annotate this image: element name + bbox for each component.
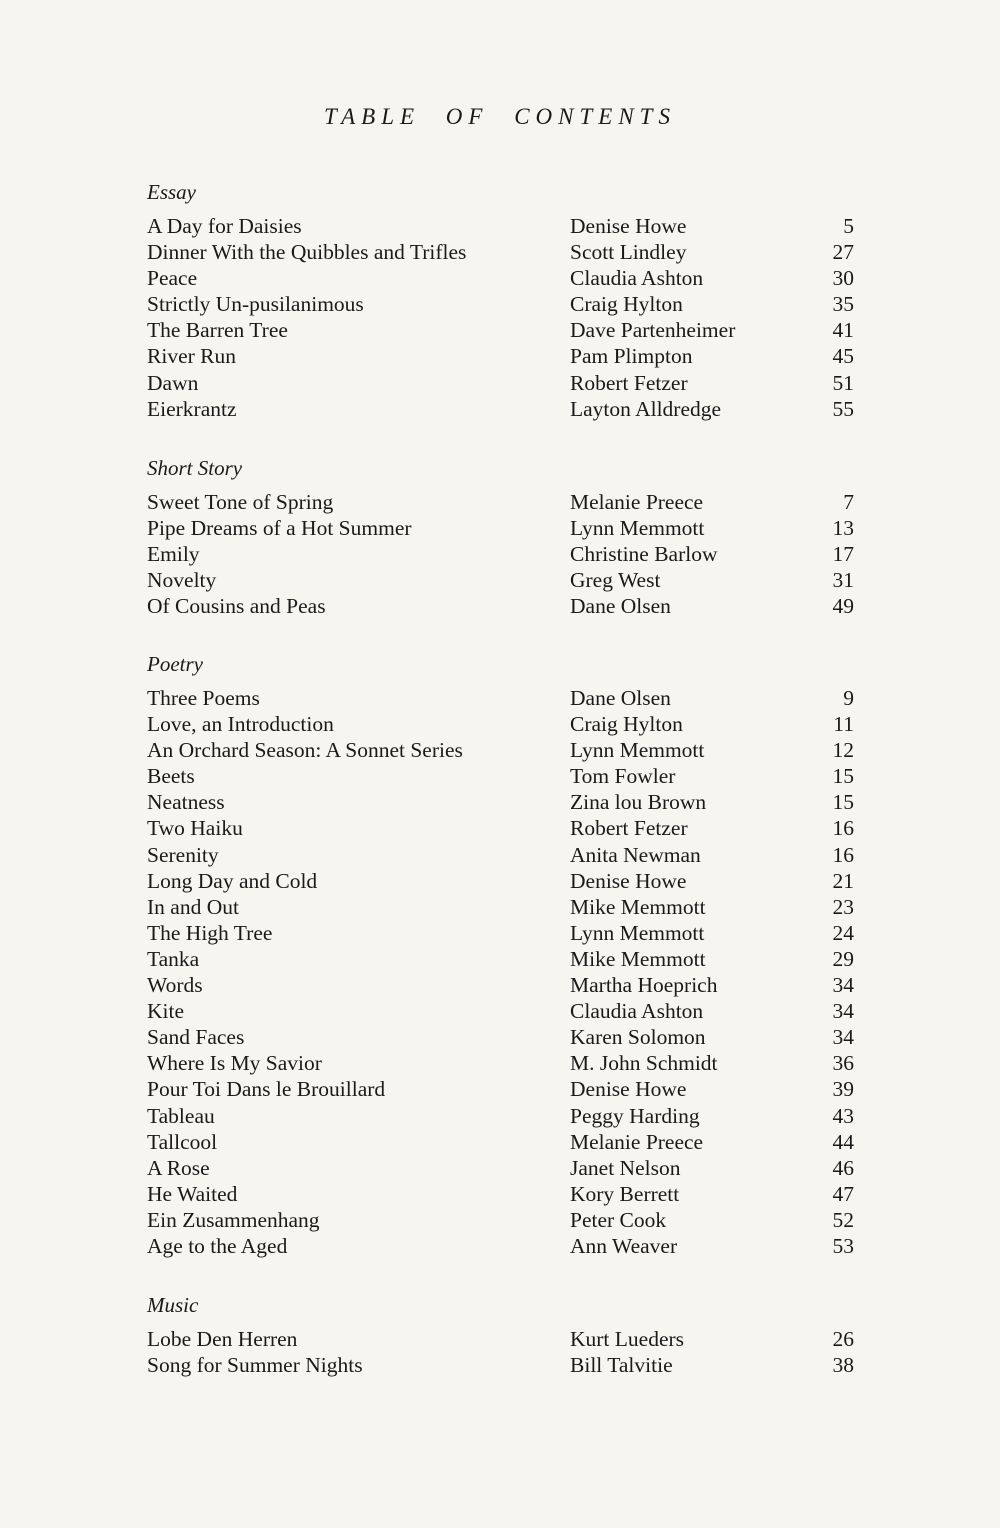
entry-title: An Orchard Season: A Sonnet Series (147, 738, 463, 763)
entry-author: Robert Fetzer (570, 370, 688, 395)
entry-page-number: 45 (832, 344, 854, 369)
toc-entry (147, 868, 867, 894)
entry-author: Tom Fowler (570, 764, 676, 789)
entry-page-number: 35 (832, 292, 854, 317)
toc-entry (147, 815, 867, 841)
toc-entry (147, 567, 867, 593)
entry-title: Ein Zusammenhang (147, 1207, 320, 1232)
entry-author: Robert Fetzer (570, 816, 688, 841)
entry-title: Tallcool (147, 1129, 218, 1154)
entry-author: Zina lou Brown (570, 790, 707, 815)
toc-entry (147, 370, 867, 396)
entry-author: Claudia Ashton (570, 266, 704, 291)
entry-page-number: 12 (832, 738, 854, 763)
toc-entry (147, 789, 867, 815)
toc-entry (147, 763, 867, 789)
entry-title: Beets (147, 764, 195, 789)
toc-entry (147, 1103, 867, 1129)
entry-page-number: 29 (832, 946, 854, 971)
entry-page-number: 16 (832, 816, 854, 841)
entry-author: Janet Nelson (570, 1155, 681, 1180)
toc-entry (147, 972, 867, 998)
entry-author: Scott Lindley (570, 240, 687, 265)
entry-page-number: 26 (832, 1327, 854, 1351)
entry-author: Melanie Preece (570, 490, 704, 514)
toc-entry (147, 1181, 867, 1207)
entry-title: Serenity (147, 842, 219, 867)
entry-page-number: 17 (832, 542, 854, 567)
toc-entry (147, 1326, 867, 1352)
entry-title: Dinner With the Quibbles and Trifles (147, 240, 467, 265)
section-heading: Essay (147, 180, 196, 204)
entry-author: Ann Weaver (570, 1233, 678, 1258)
entry-title: The Barren Tree (147, 318, 288, 343)
toc-entry (147, 1050, 867, 1076)
entry-page-number: 39 (832, 1077, 854, 1102)
toc-entry (147, 998, 867, 1024)
toc-entry (147, 489, 867, 515)
entry-title: River Run (147, 344, 236, 369)
entry-title: Eierkrantz (147, 396, 237, 421)
entry-author: Craig Hylton (570, 712, 683, 737)
entry-author: Denise Howe (570, 868, 687, 893)
toc-entry (147, 842, 867, 868)
entry-list (147, 685, 867, 1259)
toc-entry (147, 894, 867, 920)
entry-page-number: 47 (832, 1181, 854, 1206)
entry-title: Three Poems (147, 686, 260, 710)
toc-entry (147, 1129, 867, 1155)
toc-entry (147, 711, 867, 737)
entry-page-number: 44 (832, 1129, 854, 1154)
page-title: TABLE OF CONTENTS (324, 104, 676, 129)
entry-title: Love, an Introduction (147, 712, 334, 737)
entry-title: Peace (147, 266, 198, 291)
toc-entry (147, 396, 867, 422)
entry-page-number: 15 (832, 764, 854, 789)
entry-page-number: 51 (832, 370, 854, 395)
entry-title: Pipe Dreams of a Hot Summer (147, 516, 412, 541)
entry-title: Lobe Den Herren (147, 1327, 298, 1351)
toc-entry (147, 515, 867, 541)
entry-page-number: 43 (832, 1103, 854, 1128)
entry-author: Pam Plimpton (570, 344, 693, 369)
entry-author: Dave Partenheimer (570, 318, 736, 343)
entry-author: M. John Schmidt (570, 1051, 718, 1076)
toc-entry (147, 291, 867, 317)
entry-author: Craig Hylton (570, 292, 683, 317)
entry-title: Pour Toi Dans le Brouillard (147, 1077, 386, 1102)
section-heading: Music (147, 1293, 199, 1317)
toc-entry (147, 239, 867, 265)
entry-author: Mike Memmott (570, 946, 706, 971)
entry-title: A Day for Daisies (147, 214, 302, 238)
entry-title: Age to the Aged (147, 1233, 288, 1258)
entry-title: Tanka (147, 946, 200, 971)
entry-title: Sand Faces (147, 1025, 245, 1050)
entry-list (147, 489, 867, 619)
entry-title: Sweet Tone of Spring (147, 490, 334, 514)
entry-page-number: 30 (832, 266, 854, 291)
entry-page-number: 34 (832, 999, 854, 1024)
toc-entry (147, 213, 867, 239)
section-short-story (147, 454, 867, 619)
toc-entry (147, 265, 867, 291)
toc-entry (147, 1155, 867, 1181)
entry-author: Greg West (570, 568, 661, 593)
entry-title: Long Day and Cold (147, 868, 318, 893)
toc-entry (147, 1207, 867, 1233)
entry-title: Strictly Un-pusilanimous (147, 292, 364, 317)
entry-author: Lynn Memmott (570, 920, 705, 945)
entry-page-number: 52 (832, 1207, 854, 1232)
entry-author: Mike Memmott (570, 894, 706, 919)
toc-entry (147, 541, 867, 567)
entry-page-number: 36 (832, 1051, 854, 1076)
entry-title: He Waited (147, 1181, 238, 1206)
entry-page-number: 16 (832, 842, 854, 867)
toc-entry (147, 1233, 867, 1259)
entry-page-number: 9 (843, 686, 854, 710)
entry-author: Bill Talvitie (570, 1353, 673, 1378)
entry-title: Neatness (147, 790, 225, 815)
toc-entry (147, 737, 867, 763)
entry-page-number: 31 (832, 568, 854, 593)
entry-page-number: 11 (833, 712, 854, 737)
entry-page-number: 38 (832, 1353, 854, 1378)
entry-page-number: 49 (832, 594, 854, 619)
toc-entry (147, 920, 867, 946)
entry-title: Song for Summer Nights (147, 1353, 363, 1378)
entry-author: Anita Newman (570, 842, 701, 867)
entry-page-number: 23 (832, 894, 854, 919)
entry-author: Martha Hoeprich (570, 973, 718, 998)
entry-page-number: 27 (832, 240, 854, 265)
entry-title: Of Cousins and Peas (147, 594, 326, 619)
entry-title: The High Tree (147, 920, 273, 945)
entry-page-number: 34 (832, 1025, 854, 1050)
entry-page-number: 7 (843, 490, 854, 514)
entry-list (147, 1326, 867, 1378)
entry-author: Dane Olsen (570, 594, 671, 619)
entry-title: Two Haiku (147, 816, 243, 841)
entry-author: Dane Olsen (570, 686, 671, 710)
entry-author: Denise Howe (570, 214, 687, 238)
entry-page-number: 53 (832, 1233, 854, 1258)
entry-title: Words (147, 973, 203, 998)
entry-title: Where Is My Savior (147, 1051, 322, 1076)
entry-author: Peter Cook (570, 1207, 667, 1232)
entry-author: Peggy Harding (570, 1103, 700, 1128)
entry-author: Kory Berrett (570, 1181, 680, 1206)
entry-page-number: 34 (832, 973, 854, 998)
entry-author: Lynn Memmott (570, 738, 705, 763)
entry-author: Christine Barlow (570, 542, 718, 567)
entry-title: Emily (147, 542, 200, 567)
toc-entry (147, 343, 867, 369)
entry-page-number: 46 (832, 1155, 854, 1180)
entry-page-number: 55 (832, 396, 854, 421)
section-heading: Short Story (147, 456, 243, 480)
toc-entry (147, 593, 867, 619)
entry-author: Claudia Ashton (570, 999, 704, 1024)
toc-entry (147, 317, 867, 343)
entry-author: Kurt Lueders (570, 1327, 685, 1351)
section-poetry (147, 650, 867, 1259)
entry-author: Melanie Preece (570, 1129, 704, 1154)
entry-author: Layton Alldredge (570, 396, 722, 421)
entry-list (147, 213, 867, 422)
toc-entry (147, 1024, 867, 1050)
entry-page-number: 5 (843, 214, 854, 238)
entry-title: Dawn (147, 370, 199, 395)
entry-title: A Rose (147, 1155, 210, 1180)
entry-page-number: 41 (832, 318, 854, 343)
toc-entry (147, 1352, 867, 1378)
toc-entry (147, 946, 867, 972)
entry-title: In and Out (147, 894, 239, 919)
entry-title: Kite (147, 999, 185, 1024)
section-music (147, 1291, 867, 1378)
toc-entry (147, 685, 867, 711)
section-essay (147, 178, 867, 422)
entry-author: Denise Howe (570, 1077, 687, 1102)
section-heading: Poetry (147, 652, 203, 676)
toc-entry (147, 1076, 867, 1102)
entry-title: Novelty (147, 568, 217, 593)
entry-page-number: 13 (832, 516, 854, 541)
entry-page-number: 24 (832, 920, 854, 945)
entry-page-number: 15 (832, 790, 854, 815)
entry-title: Tableau (147, 1103, 215, 1128)
entry-author: Lynn Memmott (570, 516, 705, 541)
entry-page-number: 21 (832, 868, 854, 893)
entry-author: Karen Solomon (570, 1025, 706, 1050)
